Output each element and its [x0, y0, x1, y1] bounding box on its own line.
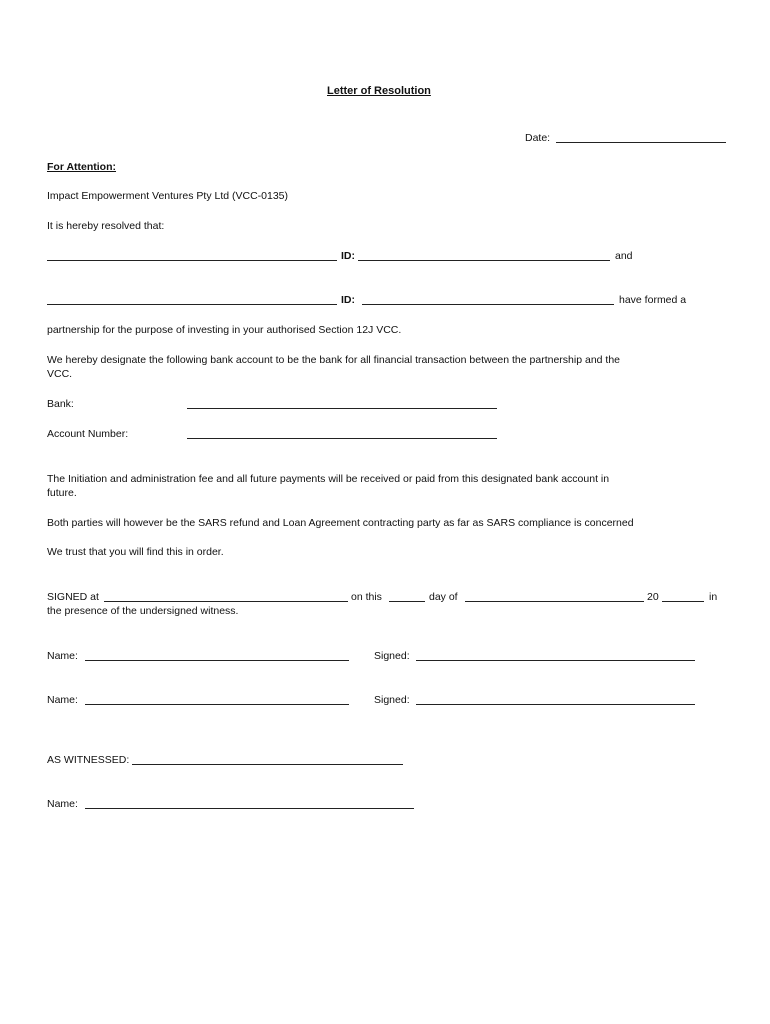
date-field[interactable] — [556, 142, 726, 143]
name-field-2[interactable] — [85, 704, 349, 705]
signed-label-1: Signed: — [374, 650, 410, 662]
signed-at-label: SIGNED at — [47, 591, 99, 603]
account-number-field[interactable] — [187, 438, 497, 439]
date-label: Date: — [525, 132, 551, 144]
for-attention-heading: For Attention: — [47, 161, 117, 173]
designate-line-2: VCC. — [47, 368, 73, 380]
page-title: Letter of Resolution — [327, 85, 431, 97]
have-formed-label: have formed a — [619, 294, 687, 306]
account-number-label: Account Number: — [47, 428, 129, 440]
resolved-statement: It is hereby resolved that: — [47, 220, 165, 232]
witnessed-label: AS WITNESSED: — [47, 754, 130, 766]
witness-signature-field[interactable] — [132, 764, 403, 765]
addressee: Impact Empowerment Ventures Pty Ltd (VCC-0135) — [47, 190, 289, 202]
year-prefix: 20 — [647, 591, 659, 603]
presence-line: the presence of the undersigned witness. — [47, 605, 239, 617]
signed-at-place-field[interactable] — [104, 601, 348, 602]
bank-label: Bank: — [47, 398, 74, 410]
partnership-line: partnership for the purpose of investing in your authorised Section 12J VCC. — [47, 324, 402, 336]
in-label: in — [709, 591, 718, 603]
witness-name-label: Name: — [47, 798, 78, 810]
signature-field-1[interactable] — [416, 660, 695, 661]
bank-field[interactable] — [187, 408, 497, 409]
fee-line-1: The Initiation and administration fee and all future payments will be received or paid from this designated bank account in — [47, 473, 610, 485]
signed-label-2: Signed: — [374, 694, 410, 706]
witness-name-field[interactable] — [85, 808, 414, 809]
year-field[interactable] — [662, 601, 704, 602]
day-of-label: day of — [429, 591, 458, 603]
on-this-label: on this — [351, 591, 382, 603]
and-label: and — [615, 250, 633, 262]
name-field-1[interactable] — [85, 660, 349, 661]
partner-2-id-label: ID: — [341, 294, 355, 306]
designate-line-1: We hereby designate the following bank account to be the bank for all financial transaction between the partnership and the — [47, 354, 621, 366]
name-label-2: Name: — [47, 694, 78, 706]
partner-2-name-field[interactable] — [47, 304, 337, 305]
partner-2-id-field[interactable] — [362, 304, 614, 305]
partner-1-id-label: ID: — [341, 250, 355, 262]
month-field[interactable] — [465, 601, 644, 602]
day-field[interactable] — [389, 601, 425, 602]
signature-field-2[interactable] — [416, 704, 695, 705]
trust-line: We trust that you will find this in order. — [47, 546, 224, 558]
name-label-1: Name: — [47, 650, 78, 662]
partner-1-name-field[interactable] — [47, 260, 337, 261]
sars-line: Both parties will however be the SARS refund and Loan Agreement contracting party as far as SARS compliance is concerned — [47, 517, 634, 529]
fee-line-2: future. — [47, 487, 77, 499]
partner-1-id-field[interactable] — [358, 260, 610, 261]
